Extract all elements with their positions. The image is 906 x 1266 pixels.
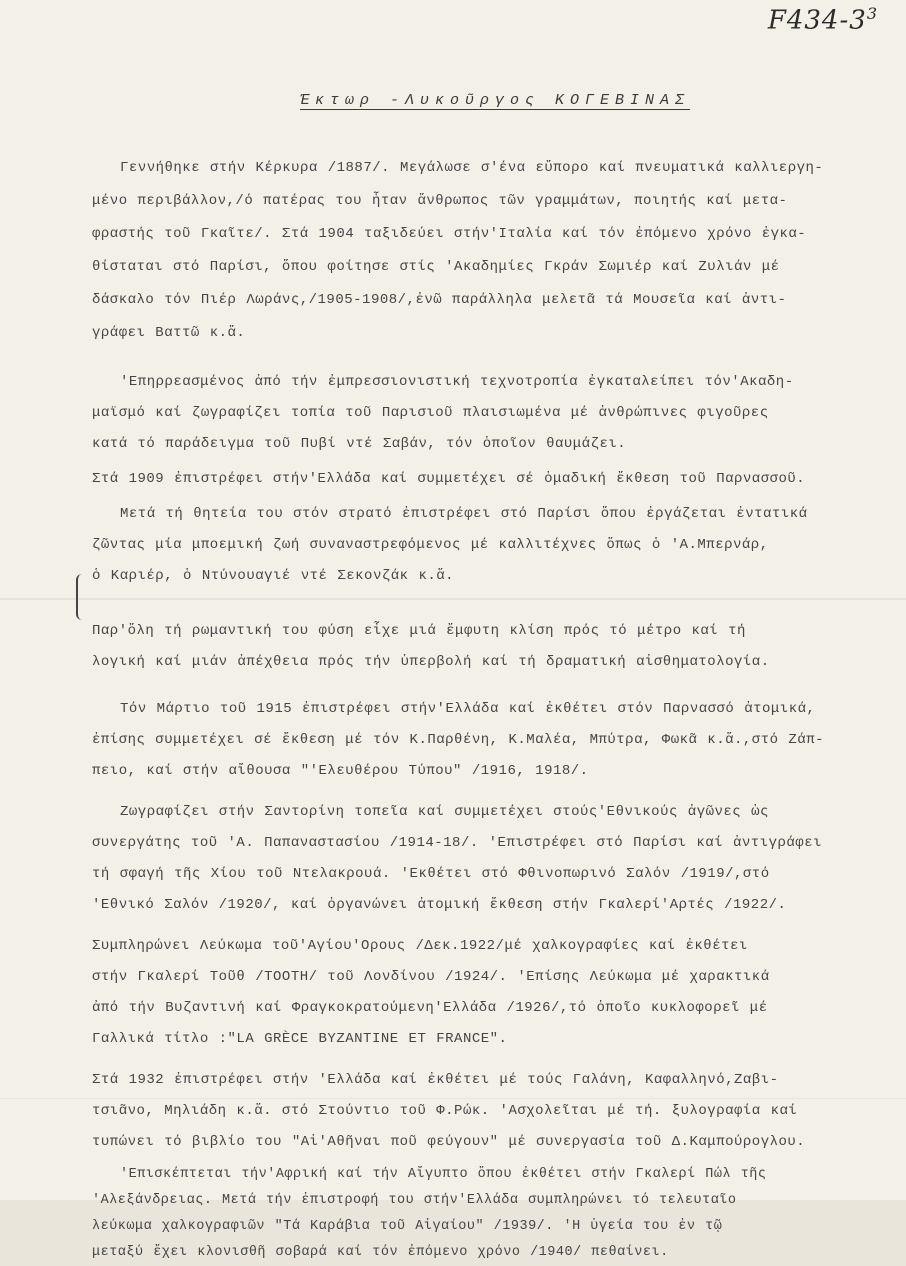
reference-number-superscript: 3 — [866, 4, 878, 23]
text-line: δάσκαλο τόν Πιέρ Λωράνς,/1905-1908/,ἐνῶ παράλληλα μελετᾶ τά Μουσεῖα καί ἀντι- — [92, 292, 787, 308]
text-line: τή σφαγή τῆς Χίου τοῦ Ντελακρουά. 'Εκθέτει στό Φθινοπωρινό Σαλόν /1919/,στό — [92, 866, 770, 882]
text-line: Στά 1909 ἐπιστρέφει στήν'Ελλάδα καί συμμετέχει σέ ὁμαδική ἔκθεση τοῦ Παρνασσοῦ. — [92, 471, 806, 487]
text-line: Παρ'ὅλη τή ρωμαντική του φύση εἶχε μιά ἔμφυτη κλίση πρός τό μέτρο καί τή — [92, 623, 746, 639]
text-line: Στά 1932 ἐπιστρέφει στήν 'Ελλάδα καί ἐκθέτει μέ τούς Γαλάνη, Καφαλληνό,Ζαβι- — [92, 1072, 779, 1088]
paragraph-1 — [92, 152, 862, 350]
text-line: συνεργάτης τοῦ 'Α. Παπαναστασίου /1914-18/. 'Επιστρέφει στό Παρίσι καί ἀντιγράφει — [92, 835, 823, 851]
paragraph-2 — [92, 367, 862, 460]
text-line: Συμπληρώνει Λεύκωμα τοῦ'Αγίου'Ορους /Δεκ.1922/μέ χαλκογραφίες καί ἐκθέτει — [92, 938, 748, 954]
text-line: κατά τό παράδειγμα τοῦ Πυβί ντέ Σαβάν, τόν ὁποῖον θαυμάζει. — [92, 436, 627, 452]
text-line: ἐπίσης συμμετέχει σέ ἔκθεση μέ τόν Κ.Παρθένη, Κ.Μαλέα, Μπύτρα, Φωκᾶ κ.ἅ.,στό Ζάπ- — [92, 732, 825, 748]
text-line: φραστής τοῦ Γκαῖτε/. Στά 1904 ταξιδεύει στήν'Ιταλία καί τόν ἐπόμενο χρόνο ἐγκα- — [92, 226, 807, 242]
paragraph-6 — [92, 694, 862, 787]
document-title: Έκτωρ -Λυκοῦργος ΚΟΓΕΒΙΝΑΣ — [300, 92, 691, 109]
text-line: τυπώνει τό βιβλίο του "Αἱ'Αθῆναι ποῦ φεύγουν" μέ συνεργασία τοῦ Δ.Καμπούρογλου. — [92, 1134, 806, 1150]
text-line: 'Επηρρεασμένος ἀπό τήν ἐμπρεσσιονιστική τεχνοτροπία ἐγκαταλείπει τόν'Ακαδη- — [120, 374, 794, 390]
text-line: μεταξύ ἔχει κλονισθῆ σοβαρά καί τόν ἐπόμενο χρόνο /1940/ πεθαίνει. — [92, 1245, 669, 1260]
text-line: στήν Γκαλερί Τοῦθ /TOOTH/ τοῦ Λονδίνου /1924/. 'Επίσης Λεύκωμα μέ χαρακτικά — [92, 969, 770, 985]
text-line: Τόν Μάρτιο τοῦ 1915 ἐπιστρέφει στήν'Ελλάδα καί ἐκθέτει στόν Παρνασσό ἀτομικά, — [120, 701, 816, 717]
text-line: 'Αλεξάνδρειας. Μετά τήν ἐπιστροφή του στήν'Ελλάδα συμπληρώνει τό τελευταῖο — [92, 1193, 737, 1208]
text-line: Γαλλικά τίτλο :"LA GRÈCE BYZANTINE ET FRANCE". — [92, 1031, 508, 1047]
text-line: ὁ Καριέρ, ὁ Ντύνουαγιέ ντέ Σεκονζάκ κ.ἅ. — [92, 568, 455, 584]
text-line: 'Επισκέπτεται τήν'Αφρική καί τήν Αἴγυπτο ὅπου ἐκθέτει στήν Γκαλερί Πώλ τῆς — [120, 1167, 767, 1182]
text-line: Μετά τή θητεία του στόν στρατό ἐπιστρέφει στό Παρίσι ὅπου ἐργάζεται ἐντατικά — [120, 506, 808, 522]
text-line: 'Εθνικό Σαλόν /1920/, καί ὀργανώνει ἀτομική ἔκθεση στήν Γκαλερί'Αρτές /1922/. — [92, 897, 787, 913]
paragraph-8 — [92, 931, 862, 1055]
text-line: πειο, καί στήν αἴθουσα "'Ελευθέρου Τύπου" /1916, 1918/. — [92, 763, 589, 779]
text-line: λογική καί μιάν ἀπέχθεια πρός τήν ὑπερβολή καί τή δραματική αἰσθηματολογία. — [92, 654, 770, 670]
text-line: μένο περιβάλλον,/ό πατέρας του ἦταν ἄνθρωπος τῶν γραμμάτων, ποιητής καί μετα- — [92, 193, 788, 209]
text-line: μαϊσμό καί ζωγραφίζει τοπία τοῦ Παρισιοῦ πλαισιωμένα μέ ἀνθρώπινες φιγοῦρες — [92, 405, 769, 421]
text-line: λεύκωμα χαλκογραφιῶν "Τά Καράβια τοῦ Αἰγαίου" /1939/. 'Η ὑγεία του ἐν τῷ — [92, 1219, 723, 1234]
paragraph-10 — [92, 1162, 862, 1266]
paragraph-3 — [92, 464, 862, 495]
text-line: τσιᾶνο, Μηλιάδη κ.ἅ. στό Στούντιο τοῦ Φ.Ρώκ. 'Ασχολεῖται μέ τή. ξυλογραφία καί — [92, 1103, 798, 1119]
text-line: Γεννήθηκε στήν Κέρκυρα /1887/. Μεγάλωσε σ'ένα εὔπορο καί πνευματικά καλλιεργη- — [120, 160, 824, 176]
paragraph-4 — [92, 499, 862, 592]
paragraph-5 — [92, 616, 862, 678]
paragraph-9 — [92, 1065, 862, 1158]
archive-reference-number — [768, 4, 878, 36]
document-body — [92, 152, 862, 1266]
paragraph-7 — [92, 797, 862, 921]
reference-number-main: F434-3 — [767, 5, 867, 36]
text-line: γράφει Βαττῶ κ.ἅ. — [92, 325, 246, 341]
text-line: Ζωγραφίζει στήν Σαντορίνη τοπεῖα καί συμμετέχει στούς'Εθνικούς ἀγῶνες ὡς — [120, 804, 769, 820]
text-line: ζῶντας μία μποεμική ζωή συναναστρεφόμενος μέ καλλιτέχνες ὅπως ὁ 'Α.Μπερνάρ, — [92, 537, 769, 553]
text-line: ἀπό τήν Βυζαντινή καί Φραγκοκρατούμενη'Ελλάδα /1926/,τό ὁποῖο κυκλοφορεῖ μέ — [92, 1000, 768, 1016]
handwritten-margin-bracket — [76, 574, 88, 620]
text-line: θίσταται στό Παρίσι, ὅπου φοίτησε στίς 'Ακαδημίες Γκράν Σωμιέρ καί Ζυλιάν μέ — [92, 259, 780, 275]
